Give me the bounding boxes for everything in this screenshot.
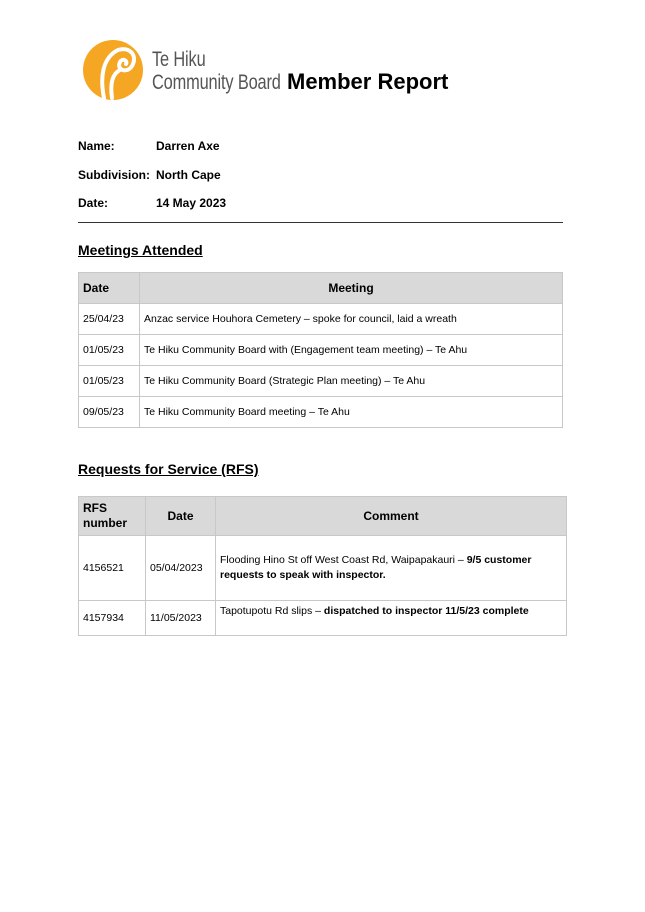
table-row — [79, 397, 563, 428]
meeting-description: Te Hiku Community Board (Strategic Plan meeting) – Te Ahu — [140, 366, 563, 397]
meeting-description: Anzac service Houhora Cemetery – spoke for council, laid a wreath — [140, 304, 563, 335]
date-value: 14 May 2023 — [156, 196, 227, 210]
page-title: Member Report — [287, 69, 449, 94]
table-row — [79, 304, 563, 335]
table-row — [79, 335, 563, 366]
rfs-number: 4156521 — [79, 536, 146, 601]
meetings-heading: Meetings Attended — [78, 242, 203, 258]
meeting-description: Te Hiku Community Board meeting – Te Ahu — [140, 397, 563, 428]
rfs-comment: Tapotupotu Rd slips – dispatched to inspector 11/5/23 complete — [216, 601, 567, 636]
rfs-number: 4157934 — [79, 601, 146, 636]
divider — [78, 222, 563, 223]
date-label: Date: — [78, 196, 109, 210]
subdivision-value: North Cape — [156, 168, 221, 182]
rfs-table — [78, 496, 567, 636]
org-name: Te Hiku Community Board — [152, 48, 281, 94]
board-logo-icon — [82, 38, 146, 102]
meeting-date: 25/04/23 — [79, 304, 140, 335]
info-name-row — [78, 139, 220, 153]
table-header-row — [79, 273, 563, 304]
subdivision-label: Subdivision: — [78, 168, 150, 182]
report-header — [82, 38, 482, 102]
rfs-comment: Flooding Hino St off West Coast Rd, Waipapakauri – 9/5 customer requests to speak with inspector. — [216, 536, 567, 601]
info-subdivision-row — [78, 168, 221, 182]
table-row — [79, 536, 567, 601]
meeting-date: 01/05/23 — [79, 335, 140, 366]
meeting-date: 09/05/23 — [79, 397, 140, 428]
meeting-description: Te Hiku Community Board with (Engagement team meeting) – Te Ahu — [140, 335, 563, 366]
col-meeting-header: Meeting — [140, 273, 563, 304]
rfs-date: 11/05/2023 — [146, 601, 216, 636]
table-row — [79, 366, 563, 397]
name-label: Name: — [78, 139, 115, 153]
meeting-date: 01/05/23 — [79, 366, 140, 397]
col-rfs-comment-header: Comment — [216, 497, 567, 536]
table-header-row — [79, 497, 567, 536]
info-date-row — [78, 196, 226, 210]
col-rfs-number-header: RFS number — [79, 497, 146, 536]
rfs-heading: Requests for Service (RFS) — [78, 461, 259, 477]
table-row — [79, 601, 567, 636]
col-date-header: Date — [79, 273, 140, 304]
meetings-table — [78, 272, 563, 428]
rfs-date: 05/04/2023 — [146, 536, 216, 601]
col-rfs-date-header: Date — [146, 497, 216, 536]
name-value: Darren Axe — [156, 139, 220, 153]
